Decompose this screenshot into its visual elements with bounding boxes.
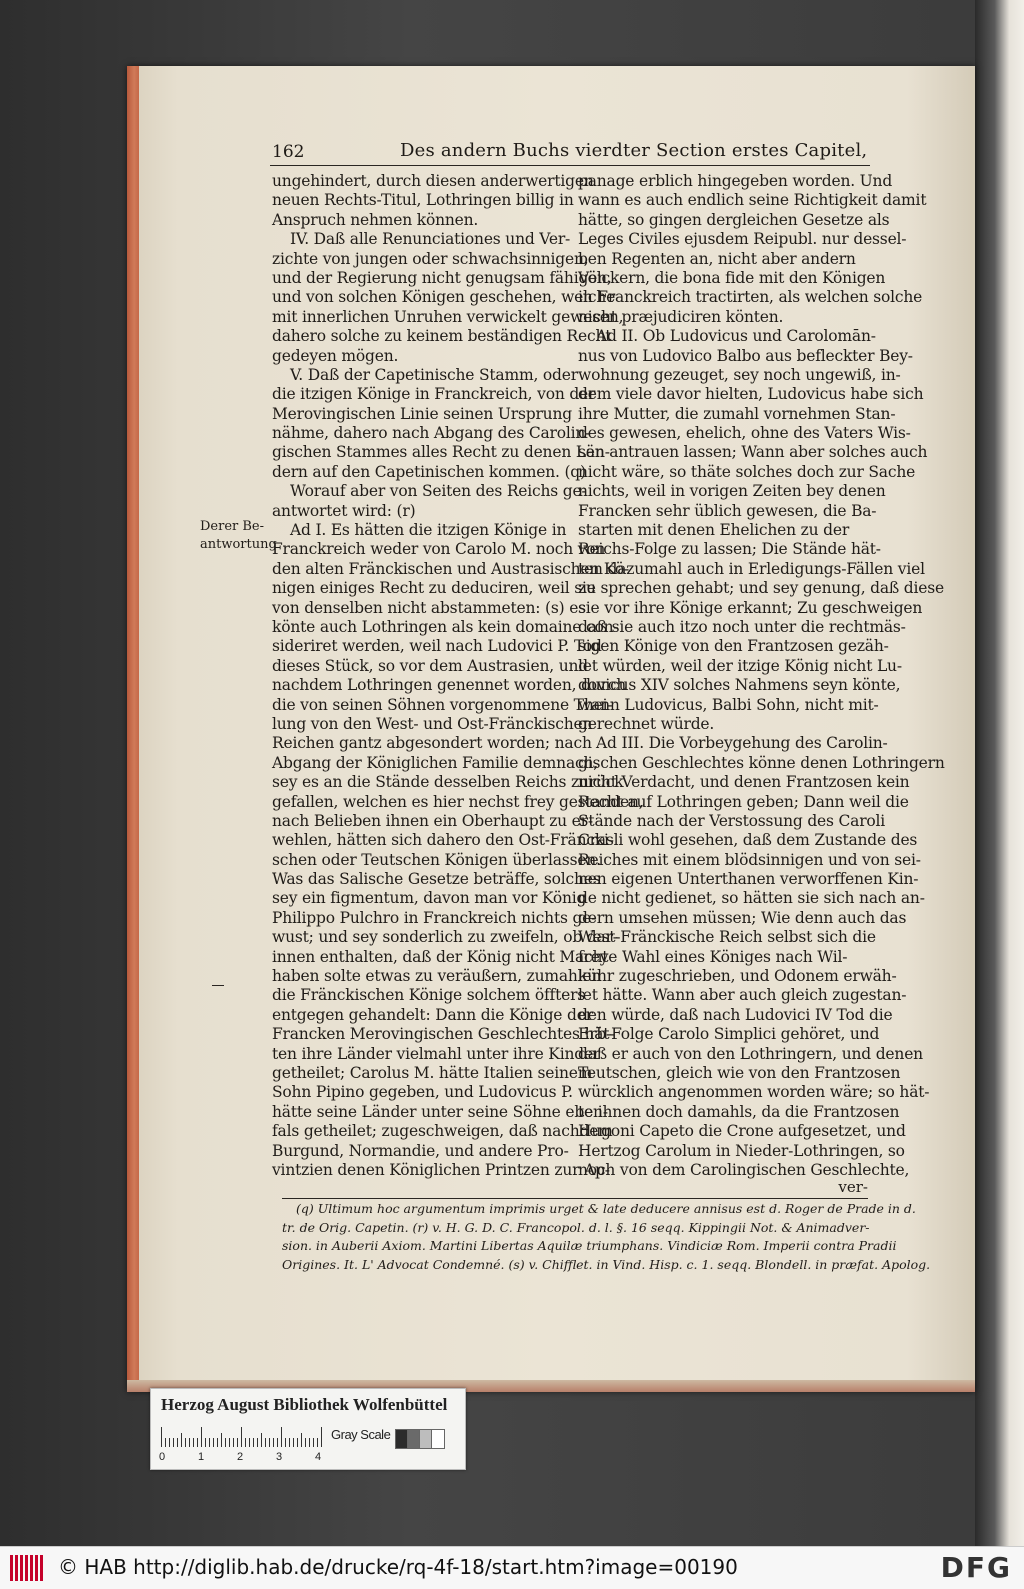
text-line: Anspruch nehmen können. (272, 210, 479, 229)
text-line: ben Regenten an, nicht aber andern (578, 249, 856, 268)
text-line: Hugoni Capeto die Crone aufgesetzet, und (578, 1122, 906, 1141)
text-line: nähme, dahero nach Abgang des Carolin- (272, 424, 591, 443)
text-line: starten mit denen Ehelichen zu der (578, 521, 850, 540)
text-line: Hertzog Carolum in Nieder-Lothringen, so (578, 1141, 905, 1160)
text-line: Stände nach der Verstossung des Caroli (578, 811, 886, 830)
text-line: könte auch Lothringen als kein domaine con- (272, 617, 619, 636)
text-line: wohnung gezeuget, sey noch ungewiß, in- (578, 365, 901, 384)
text-line: lung von den West- und Ost-Fränckischen (272, 714, 593, 733)
text-line: und von solchen Königen geschehen, welche (272, 288, 616, 307)
ruler-tick (257, 1438, 258, 1447)
ruler-tick (253, 1438, 254, 1447)
page-number: 162 (272, 142, 305, 162)
ruler-tick (245, 1438, 246, 1447)
text-line: Reichen gantz abgesondert worden; nach (272, 734, 592, 753)
text-line: ihre Mutter, die zumahl vornehmen Stan- (578, 404, 896, 423)
ruler-tick (237, 1438, 238, 1447)
text-line: wann es auch endlich seine Richtigkeit damit (578, 191, 927, 210)
text-line: Teutschen, gleich wie von den Frantzosen (578, 1063, 901, 1082)
logo-bar (25, 1555, 28, 1581)
footer-bar (0, 1546, 1024, 1589)
text-line: neuen Rechts-Titul, Lothringen billig in (272, 191, 574, 210)
ruler-tick (189, 1438, 190, 1447)
hab-logo-icon (10, 1555, 46, 1581)
ruler-tick (301, 1433, 302, 1447)
right-column (578, 172, 945, 1180)
footnote-rule (282, 1198, 868, 1199)
left-column (272, 172, 644, 1180)
logo-bar (35, 1555, 38, 1581)
margin-note (200, 518, 275, 554)
library-name: Herzog August Bibliothek Wolfenbüttel (161, 1395, 448, 1414)
text-line: nachdem Lothringen genennet worden, durch (272, 676, 627, 695)
text-line: Francken sehr üblich gewesen, die Ba- (578, 501, 877, 520)
color-calibration-bar (150, 1388, 466, 1470)
margin-note-line: Derer Be- (200, 519, 265, 534)
footnote-line: tr. de Orig. Capetin. (r) v. H. G. D. C. Francopol. d. l. §. 16 seqq. Kippingii Not. & Animadver- (282, 1219, 870, 1235)
text-line: let hätte. Wann aber auch gleich zugestan- (578, 986, 907, 1005)
text-line: Recht auf Lothringen geben; Dann weil die (578, 792, 909, 811)
text-line: V. Daß der Capetinische Stamm, oder (290, 365, 578, 384)
text-line: panage erblich hingegeben worden. Und (578, 172, 893, 190)
text-line: ten dazumahl auch in Erledigungs-Fällen viel (578, 559, 925, 578)
text-line: antwortet wird: (r) (272, 501, 416, 520)
text-line: Erb-Folge Carolo Simplici gehöret, und (578, 1025, 880, 1044)
text-line: hätte seine Länder unter seine Söhne eben- (272, 1102, 608, 1121)
text-line: sey ein figmentum, davon man vor König (272, 889, 587, 908)
text-line: und der Regierung nicht genugsam fähigen, (272, 268, 612, 287)
text-line: Abgang der Königlichen Familie demnach, (272, 753, 598, 772)
text-line: entgegen gehandelt: Dann die Könige der (272, 1005, 593, 1024)
text-line: dern umsehen müssen; Wie denn auch das (578, 908, 907, 927)
text-line: Was das Salische Gesetze beträffe, solches (272, 870, 601, 889)
text-line: von denselben nicht abstammeten: (s) es (272, 598, 586, 617)
ruler-tick (165, 1438, 166, 1447)
catchword: ver- (838, 1178, 868, 1196)
text-line: wehlen, hätten sich dahero den Ost-Fräncki- (272, 831, 614, 850)
text-line: wann Ludovicus, Balbi Sohn, nicht mit- (578, 695, 879, 714)
text-line: den alten Fränckischen und Austrasischen Kö- (272, 559, 630, 578)
page-red-edge (127, 66, 139, 1392)
ruler-tick (169, 1438, 170, 1447)
text-line: Burgund, Normandie, und andere Pro- (272, 1141, 569, 1160)
text-line: ten ihre Länder vielmahl unter ihre Kinder (272, 1044, 601, 1063)
text-line: die itzigen Könige in Franckreich, von der (272, 385, 596, 404)
logo-bar (10, 1555, 13, 1581)
text-line: sey es an die Stände desselben Reichs zurück (272, 773, 624, 792)
ruler-tick (221, 1433, 222, 1447)
ruler-tick (225, 1438, 226, 1447)
text-line: fals getheilet; zugeschweigen, daß nachdem (272, 1122, 613, 1141)
text-line: Reiches mit einem blödsinnigen und von sei- (578, 850, 921, 869)
text-line: zu sprechen gehabt; und sey genung, daß diese (578, 579, 944, 598)
text-line: noch von dem Carolingischen Geschlechte, (578, 1160, 910, 1179)
ruler-tick (177, 1438, 178, 1447)
text-line: sie vor ihre Könige erkannt; Zu geschweigen (578, 598, 923, 617)
ruler-tick (213, 1438, 214, 1447)
text-line: nicht wäre, so thäte solches doch zur Sache (578, 462, 916, 481)
text-line: nen eigenen Unterthanen verworffenen Kin- (578, 870, 919, 889)
ruler-tick (197, 1438, 198, 1447)
text-line: sideriret werden, weil nach Ludovici P. Tod (272, 637, 602, 656)
running-head (272, 138, 868, 166)
text-line: daß sie auch itzo noch unter die rechtmäs- (578, 617, 906, 636)
text-line: zichte von jungen oder schwachsinnigen, (272, 249, 589, 268)
text-line: in Franckreich tractirten, als welchen solche (578, 288, 923, 307)
ruler-tick (205, 1438, 206, 1447)
ruler-tick (265, 1438, 266, 1447)
text-line: let würden, weil der itzige König nicht Lu- (578, 656, 902, 675)
ruler-tick (161, 1427, 162, 1447)
text-line: Crasli wohl gesehen, daß dem Zustande des (578, 831, 918, 850)
ruler-tick (313, 1438, 314, 1447)
ruler-number: 3 (276, 1451, 283, 1463)
logo-bar (20, 1555, 23, 1581)
ruler-tick (281, 1427, 282, 1447)
ruler-tick (233, 1438, 234, 1447)
text-line: nach Belieben ihnen ein Oberhaupt zu er- (272, 811, 593, 830)
text-line: Ad III. Die Vorbeygehung des Carolin- (596, 734, 888, 753)
text-line: West-Fränckische Reich selbst sich die (578, 928, 876, 947)
dfg-logo: DFG (940, 1551, 1012, 1584)
text-line: Francken Merovingischen Geschlechtes hät- (272, 1025, 615, 1044)
text-line: schen oder Teutschen Königen überlassen. (272, 850, 601, 869)
ruler-tick (201, 1427, 202, 1447)
text-line: mit innerlichen Unruhen verwickelt gewesen, (272, 307, 624, 326)
ruler-tick (249, 1438, 250, 1447)
ruler-tick (277, 1438, 278, 1447)
text-line: gischen Geschlechtes könne denen Lothringern (578, 753, 945, 772)
logo-bar (30, 1555, 33, 1581)
ruler-number: 0 (159, 1451, 166, 1463)
text-line: nicht Verdacht, und denen Frantzosen kein (578, 773, 910, 792)
ruler-number: 2 (237, 1451, 244, 1463)
text-line: ungehindert, durch diesen anderwertigen (272, 172, 594, 190)
text-line: des gewesen, ehelich, ohne des Vaters Wis- (578, 424, 911, 443)
text-line: Merovingischen Linie seinen Ursprung (272, 404, 572, 423)
adjacent-page-edge (975, 0, 1024, 1546)
text-line: nigen einiges Recht zu deduciren, weil sie (272, 579, 596, 598)
text-line: dovicus XIV solches Nahmens seyn könte, (578, 676, 901, 695)
text-line: kühr zugeschrieben, und Odonem erwäh- (578, 967, 897, 986)
footnote-line: Origines. It. L' Advocat Condemné. (s) v. Chifflet. in Vind. Hisp. c. 1. seqq. Blondell. in præfat. Apolog. (282, 1256, 931, 1272)
text-line: dahero solche zu keinem beständigen Recht (272, 327, 612, 346)
text-line: wust; und sey sonderlich zu zweifeln, ob dar- (272, 928, 618, 947)
ruler-tick (305, 1438, 306, 1447)
text-line: de nicht gedienet, so hätten sie sich nach an- (578, 889, 925, 908)
ruler-tick (321, 1427, 322, 1447)
text-line: Sohn Pipino gegeben, und Ludovicus P. (272, 1083, 573, 1102)
text-line: Ad I. Es hätten die itzigen Könige in (290, 521, 567, 540)
margin-note-line: antwortung (200, 537, 277, 552)
text-line: Völckern, die bona fide mit den Königen (578, 268, 886, 287)
margin-dash (212, 985, 224, 986)
text-line: gedeyen mögen. (272, 346, 399, 365)
text-line: getheilet; Carolus M. hätte Italien seinem (272, 1063, 593, 1082)
ruler-tick (289, 1438, 290, 1447)
gray-scale-label: Gray Scale (331, 1427, 391, 1442)
text-line: hätte, so gingen dergleichen Gesetze als (578, 210, 890, 229)
text-line: dieses Stück, so vor dem Austrasien, und (272, 656, 588, 675)
text-line: Franckreich weder von Carolo M. noch von (272, 540, 606, 559)
text-line: Worauf aber von Seiten des Reichs ge- (290, 482, 587, 501)
ruler-tick (269, 1438, 270, 1447)
ruler-tick (193, 1438, 194, 1447)
text-line: Leges Civiles ejusdem Reipubl. nur dessel- (578, 230, 907, 249)
footnote-line: (q) Ultimum hoc argumentum imprimis urget & late deducere annisus est d. Roger de Prade in d. (296, 1201, 916, 1216)
text-line: die Fränckischen Könige solchem öffters (272, 986, 586, 1005)
text-line: gischen Stammes alles Recht zu denen Län- (272, 443, 610, 462)
text-line: haben solte etwas zu veräußern, zumahlen (272, 967, 602, 986)
text-line: dem viele davor hielten, Ludovicus habe sich (578, 385, 924, 404)
ruler-tick (273, 1438, 274, 1447)
logo-bar (15, 1555, 18, 1581)
ruler-tick (317, 1438, 318, 1447)
ruler-number: 1 (198, 1451, 205, 1463)
text-line: die von seinen Söhnen vorgenommene Thei- (272, 695, 613, 714)
text-line: den würde, daß nach Ludovici IV Tod die (578, 1005, 893, 1024)
text-line: nichts, weil in vorigen Zeiten bey denen (578, 482, 886, 501)
footnote-line: sion. in Auberii Axiom. Martini Libertas Aquilæ triumphans. Vindiciæ Rom. Imperii contra Pradii (282, 1238, 897, 1253)
footer-url[interactable]: © HAB http://diglib.hab.de/drucke/rq-4f-18/start.htm?image=00190 (58, 1555, 738, 1579)
ruler-tick (309, 1438, 310, 1447)
ruler-tick (241, 1427, 242, 1447)
header-rule (270, 165, 870, 166)
ruler-number: 4 (315, 1451, 322, 1463)
ruler-tick (293, 1438, 294, 1447)
text-line: daß er auch von den Lothringern, und denen (578, 1044, 923, 1063)
text-line: sen antrauen lassen; Wann aber solches auch (578, 443, 928, 462)
footnotes (282, 1200, 931, 1274)
text-line: sigen Könige von den Frantzosen gezäh- (578, 637, 889, 656)
ruler-scale (161, 1427, 321, 1447)
ruler-tick (229, 1438, 230, 1447)
logo-bar (40, 1555, 43, 1581)
text-line: gerechnet würde. (578, 714, 715, 733)
text-line: Reichs-Folge zu lassen; Die Stände hät- (578, 540, 881, 559)
text-line: dern auf den Capetinischen kommen. (q) (272, 462, 586, 481)
text-line: nicht præjudiciren könten. (578, 307, 784, 326)
text-line: Ad II. Ob Ludovicus und Carolomān- (596, 327, 876, 346)
text-line: vintzien denen Königlichen Printzen zur Ap- (272, 1160, 610, 1179)
ruler-tick (217, 1438, 218, 1447)
running-title: Des andern Buchs vierdter Section erstes Capitel, (400, 140, 868, 161)
ruler-tick (261, 1433, 262, 1447)
text-line: nus von Ludovico Balbo aus befleckter Bey- (578, 346, 913, 365)
text-line: IV. Daß alle Renunciationes und Ver- (290, 230, 571, 249)
text-line: würcklich angenommen worden wäre; so hät- (578, 1083, 930, 1102)
text-line: innen enthalten, daß der König nicht Macht (272, 947, 609, 966)
ruler-tick (185, 1438, 186, 1447)
ruler-tick (173, 1438, 174, 1447)
ruler-tick (285, 1438, 286, 1447)
gray-swatch (431, 1429, 445, 1449)
text-line: Philippo Pulchro in Franckreich nichts ge- (272, 908, 597, 927)
ruler-tick (297, 1438, 298, 1447)
ruler-tick (181, 1433, 182, 1447)
text-line: te ihnen doch damahls, da die Frantzosen (578, 1102, 900, 1121)
text-line: freye Wahl eines Königes nach Wil- (578, 947, 848, 966)
text-line: gefallen, welchen es hier nechst frey gestanden, (272, 792, 644, 811)
ruler-tick (209, 1438, 210, 1447)
